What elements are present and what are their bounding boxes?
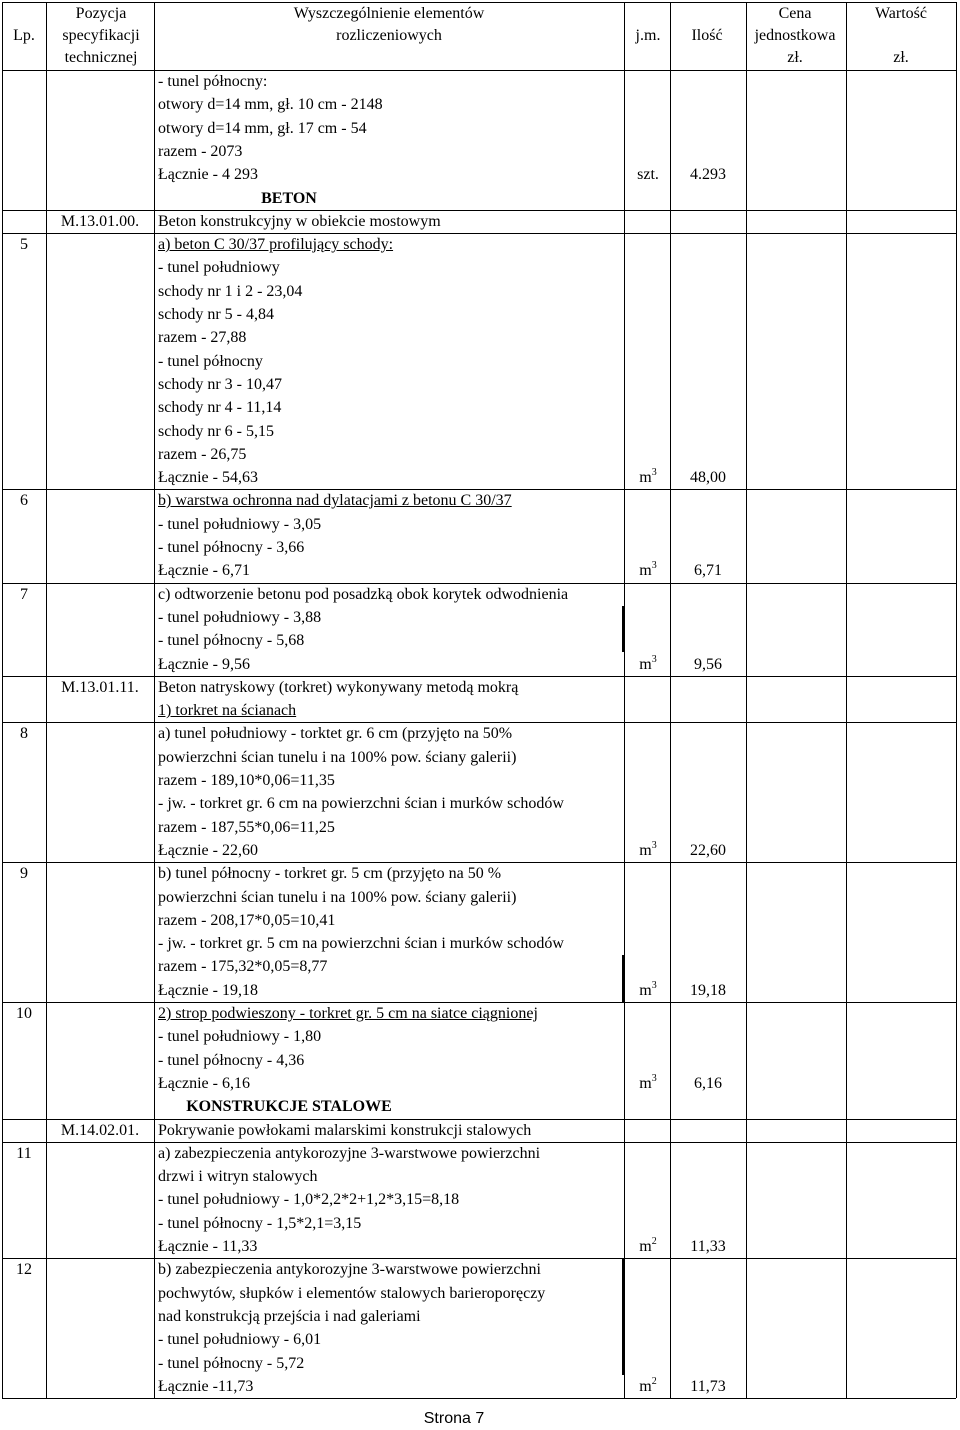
- row-divider: [2, 233, 956, 234]
- cell-quantity: 48,00: [690, 469, 726, 487]
- cell-description: razem - 2073: [158, 142, 243, 160]
- unit-text: m: [639, 981, 652, 999]
- cell-description: a) beton C 30/37 profilujący schody:: [158, 236, 394, 254]
- unit-exponent: 3: [651, 1072, 657, 1084]
- cell-description: schody nr 5 - 4,84: [158, 306, 274, 323]
- cell-description: razem - 189,10*0,06=11,35: [158, 772, 335, 789]
- unit-text: m: [639, 469, 652, 487]
- cell-description: schody nr 4 - 11,14: [158, 399, 282, 417]
- unit-exponent: 2: [651, 1375, 657, 1387]
- cell-unit: [628, 1235, 668, 1258]
- cell-quantity: 19,18: [690, 981, 726, 999]
- header-jm: j.m.: [635, 27, 661, 44]
- header-price-line: zł.: [787, 49, 803, 66]
- cell-lp: 12: [16, 1261, 32, 1279]
- cell-edge-mark: [622, 606, 624, 653]
- cell-description: - tunel północny - 5,72: [158, 1354, 305, 1372]
- cell-description: Pokrywanie powłokami malarskimi konstrukcji stalowych: [158, 1121, 532, 1139]
- cell-description: drzwi i witryn stalowych: [158, 1168, 318, 1186]
- cell-description: Łącznie -11,73: [158, 1377, 254, 1395]
- cell-description: Łącznie - 11,33: [158, 1238, 258, 1255]
- cell-description: razem - 26,75: [158, 445, 247, 463]
- cell-unit: [628, 653, 668, 676]
- unit-text: m: [639, 562, 652, 580]
- cell-description: - tunel północny: [158, 352, 263, 370]
- unit-text: szt.: [637, 166, 659, 184]
- cell-description: - tunel północny:: [158, 73, 268, 90]
- cell-lp: 9: [20, 865, 28, 883]
- cell-lp: 8: [20, 725, 28, 743]
- cell-description: - tunel północny - 1,5*2,1=3,15: [158, 1214, 362, 1232]
- cell-description: Łącznie - 22,60: [158, 841, 258, 859]
- cell-spec: M.13.01.00.: [60, 212, 140, 230]
- cell-description: - jw. - torkret gr. 5 cm na powierzchni ścian i murków schodów: [158, 935, 564, 953]
- cell-unit: [628, 466, 668, 489]
- cell-lp: 10: [16, 1005, 32, 1022]
- cell-description: otwory d=14 mm, gł. 17 cm - 54: [158, 119, 367, 137]
- column-divider: [624, 2, 625, 1398]
- cell-description: razem - 208,17*0,05=10,41: [158, 911, 336, 929]
- header-price-line: jednostkowa: [754, 27, 836, 44]
- column-divider: [746, 2, 747, 1398]
- cell-description: Łącznie - 6,16: [158, 1074, 250, 1092]
- cell-description: Łącznie - 54,63: [158, 469, 258, 487]
- cell-edge-mark: [622, 1258, 624, 1375]
- cell-description: razem - 175,32*0,05=8,77: [158, 958, 328, 976]
- cell-description: - tunel północny - 5,68: [158, 632, 305, 650]
- cell-quantity: 4.293: [690, 166, 726, 184]
- cell-unit: [628, 1072, 668, 1095]
- cell-lp: 11: [16, 1144, 32, 1162]
- unit-exponent: 3: [651, 979, 657, 991]
- unit-exponent: 3: [651, 839, 657, 851]
- cell-description: b) tunel północny - torkret gr. 5 cm (przyjęto na 50 %: [158, 865, 502, 883]
- cell-description: Łącznie - 6,71: [158, 562, 250, 580]
- cell-quantity: 6,16: [694, 1074, 722, 1092]
- cell-description: 2) strop podwieszony - torkret gr. 5 cm na siatce ciągnionej: [158, 1005, 538, 1022]
- cell-description: - tunel południowy: [158, 259, 280, 277]
- column-divider: [670, 2, 671, 1398]
- cell-description: Łącznie - 19,18: [158, 981, 258, 999]
- cell-description: - jw. - torkret gr. 6 cm na powierzchni ścian i murków schodów: [158, 795, 564, 813]
- column-divider: [956, 2, 957, 1398]
- cell-description: - tunel południowy - 1,80: [158, 1028, 322, 1046]
- unit-text: m: [639, 1074, 652, 1092]
- cell-description: powierzchni ścian tunelu i na 100% pow. ściany galerii): [158, 888, 517, 906]
- cell-description: KONSTRUKCJE STALOWE: [186, 1098, 392, 1116]
- header-spec-line: Pozycja: [75, 5, 127, 22]
- unit-exponent: 3: [651, 653, 657, 665]
- cell-description: Beton natryskowy (torkret) wykonywany metodą mokrą: [158, 678, 519, 696]
- cell-description: Łącznie - 4 293: [158, 166, 258, 184]
- header-lp: Lp.: [13, 27, 35, 44]
- cell-description: - tunel północny - 4,36: [158, 1051, 305, 1069]
- cell-description: Łącznie - 9,56: [158, 655, 250, 673]
- cell-description: c) odtworzenie betonu pod posadzką obok korytek odwodnienia: [158, 585, 569, 603]
- unit-exponent: 3: [651, 467, 657, 479]
- cell-unit: [628, 979, 668, 1002]
- header-desc-line: Wyszczególnienie elementów: [293, 5, 485, 22]
- cell-description: a) tunel południowy - torktet gr. 6 cm (przyjęto na 50%: [158, 725, 513, 743]
- page-number: Strona 7: [423, 1410, 485, 1427]
- cell-quantity: 11,73: [690, 1377, 726, 1395]
- cell-description: powierzchni ścian tunelu i na 100% pow. ściany galerii): [158, 748, 517, 766]
- cell-spec: M.13.01.11.: [61, 678, 139, 696]
- cell-description: razem - 187,55*0,06=11,25: [158, 818, 335, 836]
- unit-text: m: [639, 655, 652, 673]
- cell-spec: M.14.02.01.: [60, 1121, 140, 1139]
- cell-description: schody nr 3 - 10,47: [158, 375, 282, 393]
- cell-description: - tunel południowy - 3,05: [158, 515, 322, 533]
- cell-quantity: 9,56: [694, 655, 722, 673]
- cell-unit: [628, 559, 668, 582]
- column-divider: [846, 2, 847, 1398]
- header-price-line: Cena: [778, 5, 812, 22]
- cell-edge-mark: [622, 955, 624, 1002]
- column-divider: [154, 2, 155, 1398]
- cell-description: b) zabezpieczenia antykorozyjne 3-warstwowe powierzchni: [158, 1261, 541, 1279]
- cell-description: - tunel północny - 3,66: [158, 539, 305, 556]
- cell-description: schody nr 6 - 5,15: [158, 422, 274, 440]
- cell-description: Beton konstrukcyjny w obiekcie mostowym: [158, 212, 441, 230]
- cell-description: - tunel południowy - 6,01: [158, 1331, 322, 1349]
- cell-description: schody nr 1 i 2 - 23,04: [158, 282, 303, 300]
- header-spec-line: technicznej: [64, 49, 138, 66]
- cell-lp: 6: [20, 492, 28, 510]
- cell-description: pochwytów, słupków i elementów stalowych barieroporęczy: [158, 1284, 546, 1302]
- unit-exponent: 2: [651, 1236, 657, 1247]
- header-qty: Ilość: [691, 27, 723, 44]
- cell-lp: 7: [20, 585, 28, 603]
- cell-description: BETON: [261, 189, 317, 207]
- cell-description: nad konstrukcją przejścia i nad galeriami: [158, 1307, 421, 1325]
- cell-description: 1) torkret na ścianach: [158, 702, 297, 720]
- cell-description: - tunel południowy - 1,0*2,2*2+1,2*3,15=8,18: [158, 1191, 460, 1209]
- cell-description: a) zabezpieczenia antykorozyjne 3-warstwowe powierzchni: [158, 1144, 541, 1162]
- cell-unit: [628, 1375, 668, 1398]
- cell-quantity: 11,33: [690, 1238, 726, 1255]
- cell-unit: [628, 163, 668, 186]
- header-bottom-border: [2, 70, 956, 71]
- unit-text: m: [639, 841, 652, 859]
- cell-description: otwory d=14 mm, gł. 10 cm - 2148: [158, 96, 383, 114]
- unit-text: m: [639, 1238, 652, 1255]
- unit-exponent: 3: [651, 560, 657, 572]
- table-bottom-border: [2, 1398, 956, 1399]
- cell-quantity: 22,60: [690, 841, 726, 859]
- cell-description: b) warstwa ochronna nad dylatacjami z betonu C 30/37: [158, 492, 512, 510]
- header-spec-line: specyfikacji: [62, 27, 140, 44]
- cell-unit: [628, 839, 668, 862]
- unit-text: m: [639, 1377, 652, 1395]
- column-divider: [2, 2, 3, 1398]
- header-desc-line: rozliczeniowych: [336, 27, 442, 44]
- cell-quantity: 6,71: [694, 562, 722, 580]
- cell-description: razem - 27,88: [158, 329, 247, 347]
- cell-lp: 5: [20, 236, 28, 254]
- cell-description: - tunel południowy - 3,88: [158, 608, 322, 626]
- header-value-line: zł.: [893, 49, 909, 66]
- header-value-line: Wartość: [874, 5, 928, 22]
